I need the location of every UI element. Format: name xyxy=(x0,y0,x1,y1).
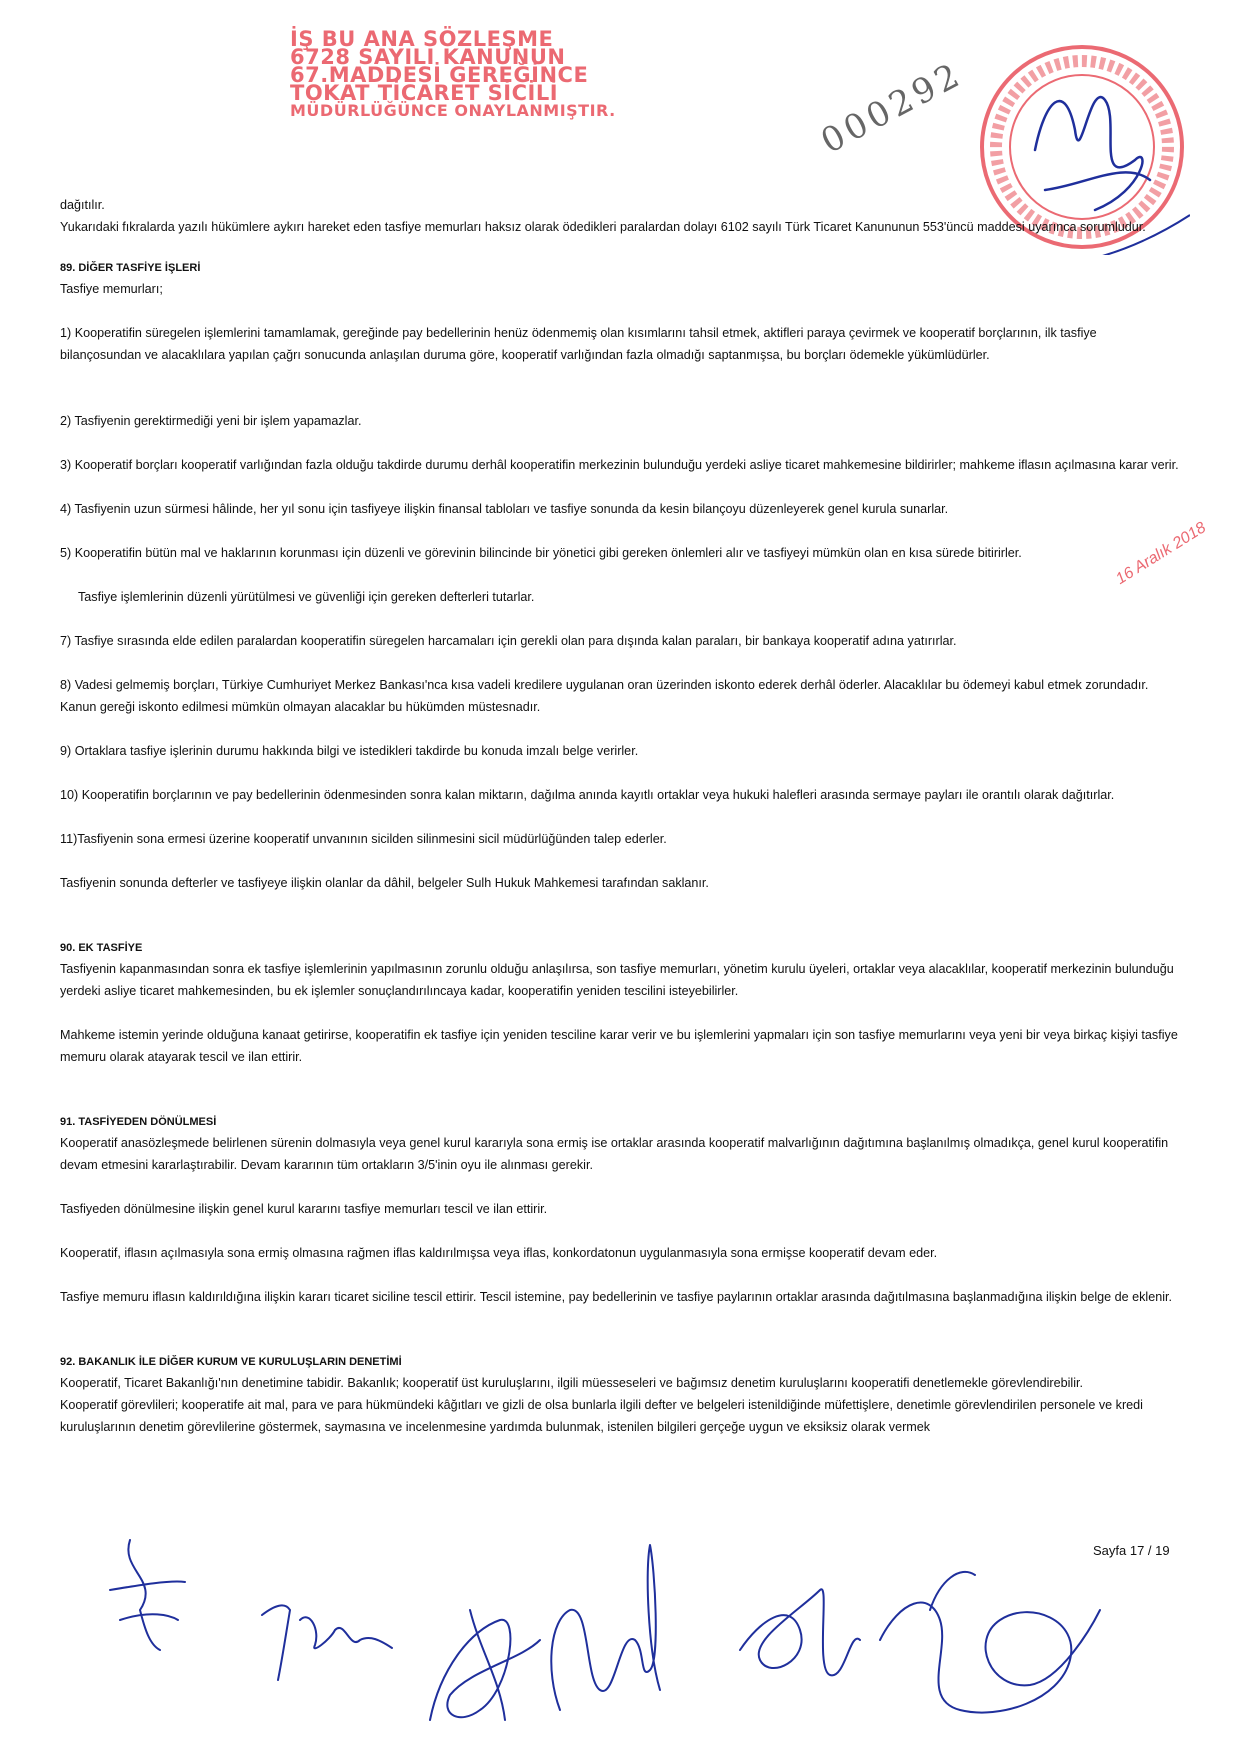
registry-stamp xyxy=(290,27,670,120)
list-item: Tasfiye işlemlerinin düzenli yürütülmesi ve güvenliği için gereken defterleri tutarlar. xyxy=(78,590,535,604)
list-item: 5) Kooperatifin bütün mal ve haklarının korunması için düzenli ve görevinin bilincinde bir yönetici gibi gereken önlemleri alır ve tasfiyeyi mümkün olan en kısa sürede bitirirler. xyxy=(60,546,1022,560)
signatures-area xyxy=(0,1510,1240,1755)
paragraph: Mahkeme istemin yerinde olduğuna kanaat getirirse, kooperatifin ek tasfiye için yeniden tesciline karar verir ve bu işlemlerini yapmaları için son tasfiye memurlarını veya yeni bir veya birkaç kişiyi tasfiye memuru olarak atayarak tescil ve ilan ettirir. xyxy=(60,1028,1178,1064)
stamp-line: MÜDÜRLÜĞÜNCE ONAYLANMIŞTIR. xyxy=(290,101,616,120)
paragraph: Kooperatif, Ticaret Bakanlığı'nın denetimine tabidir. Bakanlık; kooperatif üst kuruluşlarını, ilgili müesseseleri ve bağımsız denetim kuruluşlarını kooperatifi denetlemekle görevlendirebilir. xyxy=(60,1376,1084,1390)
signature-2 xyxy=(262,1605,392,1680)
stamp-line: İŞ BU ANA SÖZLEŞME xyxy=(290,27,554,51)
list-item: 7) Tasfiye sırasında elde edilen paralardan kooperatifin süregelen harcamaları için gerekli olan para dışında kalan paraları, bir bankaya kooperatif adına yatırırlar. xyxy=(60,634,957,648)
section-heading-90: 90. EK TASFİYE xyxy=(60,942,143,954)
handwritten-document-number: 000292 xyxy=(814,54,970,162)
paragraph: dağıtılır. xyxy=(60,198,105,212)
list-item: 8) Vadesi gelmemiş borçları, Türkiye Cumhuriyet Merkez Bankası'nca kısa vadeli kredilere uygulanan oran üzerinden iskonto ederek derhâl öderler. Alacaklılar bu ödemeyi kabul etmek zorundadır. Kanun gereği iskonto edilmesi mümkün olmayan alacaklar bu hükümden müstesnadır. xyxy=(60,678,1149,714)
page-number: Sayfa 17 / 19 xyxy=(1093,1543,1170,1558)
paragraph: Kooperatif anasözleşmede belirlenen sürenin dolmasıyla veya genel kurul kararıyla sona ermiş ise ortaklar arasında kooperatif malvarlığının dağıtımına başlanılmış olmadıkça, genel kurul kooperatifin devam etmesini kararlaştırabilir. Devam kararının tüm ortakların 3/5'inin oyu ile alınması gerekir. xyxy=(60,1136,1169,1172)
list-item: 1) Kooperatifin süregelen işlemlerini tamamlamak, gereğinde pay bedellerinin henüz ödenmemiş olan kısımlarını tahsil etmek, aktifleri paraya çevirmek ve kooperatif borçlarının, ilk tasfiye bilançosundan ve alacaklılara yapılan çağrı sonucunda anlaşılan duruma göre, kooperatif varlığından fazla olmadığı saptanmışsa, bu borçları ödemekle yükümlüdürler. xyxy=(60,326,1097,362)
section-heading-91: 91. TASFİYEDEN DÖNÜLMESİ xyxy=(60,1116,217,1128)
paragraph: Tasfiye memurları; xyxy=(60,282,163,296)
section-heading-89: 89. DİĞER TASFİYE İŞLERİ xyxy=(60,262,201,274)
list-item: 4) Tasfiyenin uzun sürmesi hâlinde, her yıl sonu için tasfiyeye ilişkin finansal tabloları ve tasfiye sonunda da kesin bilançoyu düzenleyerek genel kurula sunarlar. xyxy=(60,502,949,516)
paragraph: Kooperatif, iflasın açılmasıyla sona ermiş olmasına rağmen iflas kaldırılmışsa veya iflas, konkordatonun uygulanmasıyla sona ermişse kooperatif devam eder. xyxy=(60,1246,938,1260)
handwritten-date: 16 Aralık 2018 xyxy=(1113,519,1210,588)
paragraph: Yukarıdaki fıkralarda yazılı hükümlere aykırı hareket eden tasfiye memurları haksız olarak ödedikleri paralardan dolayı 6102 sayılı Türk Ticaret Kanununun 553'üncü maddesi uyarınca sorumludur. xyxy=(60,220,1146,234)
paragraph: Kooperatif görevlileri; kooperatife ait mal, para ve para hükmündeki kâğıtları ve gizli de olsa bunlarla ilgili defter ve belgeleri istenildiğinde müfettişlere, denetimle görevlendirilen personele ve kredi kuruluşlarının denetim görevlilerine göstermek, saymasına ve incelenmesine yardımda bulunmak, istenilen bilgileri gerçeğe uygun ve eksiksiz olarak vermek xyxy=(60,1398,1143,1434)
signature-1 xyxy=(110,1540,185,1650)
stamp-line: 6728 SAYILI KANUNUN xyxy=(290,45,566,69)
list-item: 11)Tasfiyenin sona ermesi üzerine kooperatif unvanının sicilden silinmesini sicil müdürlüğünden talep ederler. xyxy=(60,832,667,846)
list-item: 10) Kooperatifin borçlarının ve pay bedellerinin ödenmesinden sonra kalan miktarın, dağılma anında kayıtlı ortaklar veya hukuki halefleri arasında sermaye payları ile orantılı olarak dağıtırlar. xyxy=(60,788,1115,802)
stamp-line: TOKAT TİCARET SİCİLİ xyxy=(290,81,559,105)
signature-5 xyxy=(740,1589,860,1675)
document-body xyxy=(60,194,1180,1438)
section-heading-92: 92. BAKANLIK İLE DİĞER KURUM VE KURULUŞLARIN DENETİMİ xyxy=(60,1356,402,1368)
paragraph: Tasfiyeden dönülmesine ilişkin genel kurul kararını tasfiye memurları tescil ve ilan ettirir. xyxy=(60,1202,548,1216)
paragraph: Tasfiyenin kapanmasından sonra ek tasfiye işlemlerinin yapılmasının zorunlu olduğu anlaşılırsa, son tasfiye memurları, yönetim kurulu üyeleri, ortaklar veya alacaklılar, kooperatif merkezinin bulunduğu yerdeki asliye ticaret mahkemesinden, bu ek işlemler sonuçlandırılıncaya kadar, kooperatifin yeniden tescilini isteyebilirler. xyxy=(60,962,1174,998)
paragraph: Tasfiyenin sonunda defterler ve tasfiyeye ilişkin olanlar da dâhil, belgeler Sulh Hukuk Mahkemesi tarafından saklanır. xyxy=(60,876,709,890)
signature-6 xyxy=(880,1572,1100,1713)
list-item: 9) Ortaklara tasfiye işlerinin durumu hakkında bilgi ve istedikleri takdirde bu konuda imzalı belge verirler. xyxy=(60,744,639,758)
list-item: 3) Kooperatif borçları kooperatif varlığından fazla olduğu takdirde durumu derhâl kooperatifin merkezinin bulunduğu yerdeki asliye ticaret mahkemesine bildirirler; mahkeme iflasın açılmasına karar verir. xyxy=(60,458,1179,472)
list-item: 2) Tasfiyenin gerektirmediği yeni bir işlem yapamazlar. xyxy=(60,414,362,428)
stamp-line: 67.MADDESİ GEREĞİNCE xyxy=(290,63,589,87)
signature-4 xyxy=(551,1545,660,1710)
paragraph: Tasfiye memuru iflasın kaldırıldığına ilişkin kararı ticaret siciline tescil ettirir. Tescil istemine, pay bedellerinin ve tasfiye paylarının ortaklar arasında dağıtılmasına başlanmadığına ilişkin belge de eklenir. xyxy=(60,1290,1173,1304)
signature-3 xyxy=(430,1610,540,1720)
